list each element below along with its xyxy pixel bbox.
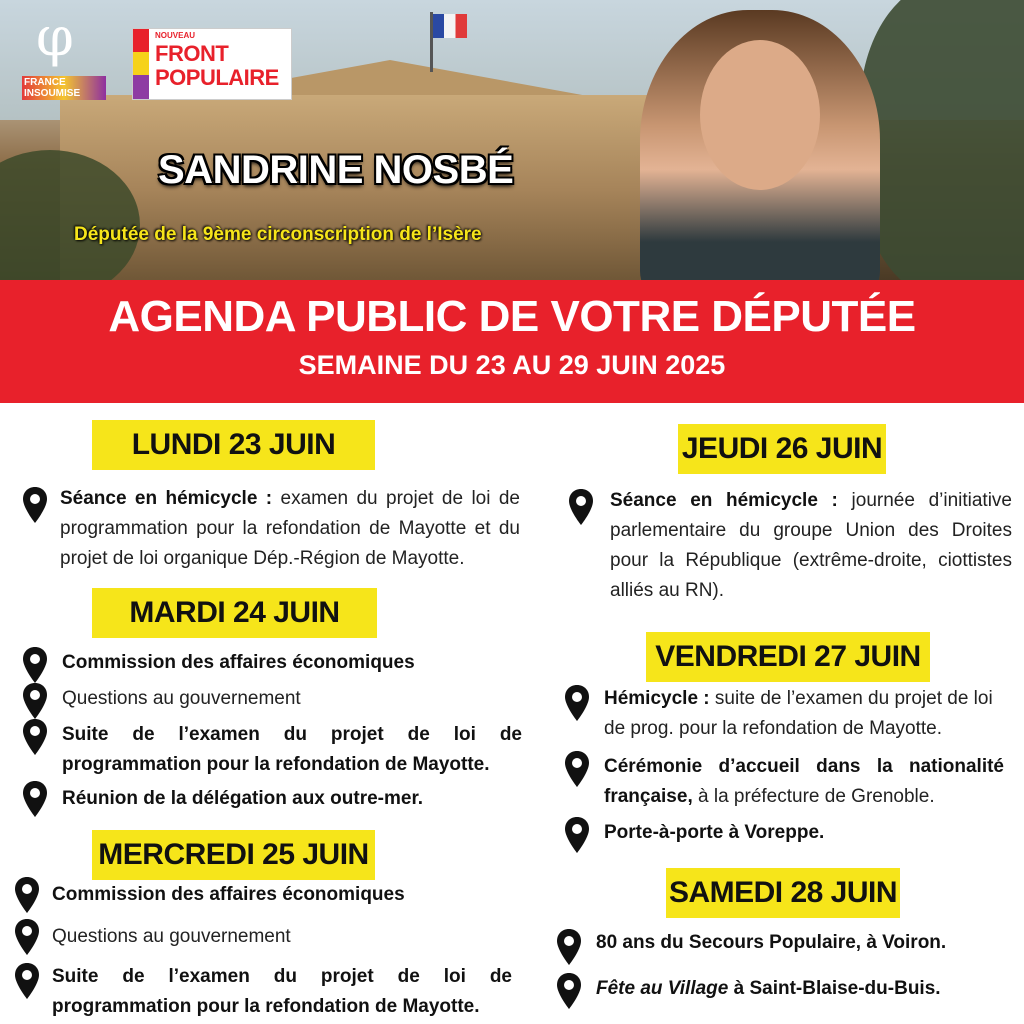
map-pin-icon [556, 972, 582, 1010]
lundi-entry-1-text: examen du projet de loi de programmation pour la refondation de Mayotte et du projet de loi organique Dép.-Région de Mayotte. [60, 488, 520, 569]
mercredi-entry-2: Questions au gouvernement [52, 926, 291, 947]
vendredi-entry-3-bold: Porte-à-porte à Voreppe. [604, 822, 825, 843]
lundi-entry-1-bold: Séance en hémicycle : [60, 488, 273, 509]
vendredi-entry-2 [604, 752, 1004, 812]
nfp-logo [132, 28, 292, 100]
map-pin-icon [22, 682, 48, 720]
samedi-entry-2-bold [596, 978, 941, 999]
mercredi-entry-3-bold: Suite de l’examen du projet de loi de programmation pour la refondation de Mayotte. [52, 966, 512, 1017]
deputy-role: Députée de la 9ème circonscription de l’Isère [74, 224, 482, 245]
map-pin-icon [14, 876, 40, 914]
samedi-entry-2-text: à Saint-Blaise-du-Buis. [728, 978, 941, 999]
lfi-phi-symbol: φ [36, 5, 74, 68]
samedi-entry-2-italic: Fête au Village [596, 978, 729, 999]
vendredi-entry-1-text: suite de l’examen du projet de loi de prog. pour la refondation de Mayotte. [604, 688, 993, 739]
map-pin-icon [22, 486, 48, 524]
day-samedi: SAMEDI 28 JUIN [666, 868, 900, 918]
mardi-entry-2: Questions au gouvernement [62, 688, 301, 709]
map-pin-icon [14, 962, 40, 1000]
map-pin-icon [22, 646, 48, 684]
lfi-logo-text: FRANCE INSOUMISE [22, 76, 106, 100]
nfp-stripes [133, 29, 149, 99]
vendredi-entry-2-text: à la préfecture de Grenoble. [692, 786, 935, 807]
jeudi-entry-1-text: journée d’initiative parlementaire du groupe Union des Droites pour la République (extrême-droite, ciottistes alliés au RN). [610, 490, 1012, 601]
agenda-subtitle: SEMAINE DU 23 AU 29 JUIN 2025 [298, 350, 726, 380]
mardi-entry-4 [62, 784, 522, 814]
header-photo [0, 0, 1024, 280]
map-pin-icon [14, 918, 40, 956]
map-pin-icon [568, 488, 594, 526]
french-flag-icon [433, 14, 467, 38]
vendredi-entry-3 [604, 818, 1004, 848]
nfp-line1: FRONT [155, 41, 229, 66]
map-pin-icon [564, 750, 590, 788]
day-jeudi: JEUDI 26 JUIN [678, 424, 886, 474]
vendredi-entry-2-bold: Cérémonie d’accueil dans la nationalité française, [604, 756, 1004, 807]
map-pin-icon [556, 928, 582, 966]
mardi-entry-4-bold: Réunion de la délégation aux outre-mer. [62, 788, 424, 809]
nfp-nouveau: NOUVEAU [155, 31, 196, 40]
mardi-entry-3-bold: Suite de l’examen du projet de loi de programmation pour la refondation de Mayotte. [62, 724, 522, 775]
day-mercredi: MERCREDI 25 JUIN [92, 830, 375, 880]
mardi-entry-1-bold: Commission des affaires économiques [62, 652, 415, 673]
mercredi-entry-3 [52, 962, 512, 1022]
trees-right [860, 0, 1024, 280]
agenda-title: AGENDA PUBLIC DE VOTRE DÉPUTÉE [108, 292, 916, 341]
map-pin-icon [564, 816, 590, 854]
day-vendredi: VENDREDI 27 JUIN [646, 632, 930, 682]
jeudi-entry-1 [610, 486, 1012, 606]
deputy-face [700, 40, 820, 190]
mardi-entry-3 [62, 720, 522, 780]
map-pin-icon [22, 718, 48, 756]
mardi-entry-1 [62, 648, 522, 678]
vendredi-entry-1 [604, 684, 1014, 744]
deputy-name: SANDRINE NOSBÉ [158, 148, 514, 192]
samedi-entry-1-bold: 80 ans du Secours Populaire, à Voiron. [596, 932, 947, 953]
lundi-entry-1 [60, 484, 520, 574]
samedi-entry-2 [596, 974, 1016, 1004]
samedi-entry-1 [596, 928, 1016, 958]
agenda-banner [0, 280, 1024, 403]
day-mardi: MARDI 24 JUIN [92, 588, 377, 638]
jeudi-entry-1-bold: Séance en hémicycle : [610, 490, 838, 511]
mercredi-entry-1 [52, 880, 522, 910]
mercredi-entry-1-bold: Commission des affaires économiques [52, 884, 405, 905]
day-lundi: LUNDI 23 JUIN [92, 420, 375, 470]
map-pin-icon [22, 780, 48, 818]
map-pin-icon [564, 684, 590, 722]
vendredi-entry-1-bold: Hémicycle : [604, 688, 710, 709]
nfp-line2: POPULAIRE [155, 65, 279, 90]
